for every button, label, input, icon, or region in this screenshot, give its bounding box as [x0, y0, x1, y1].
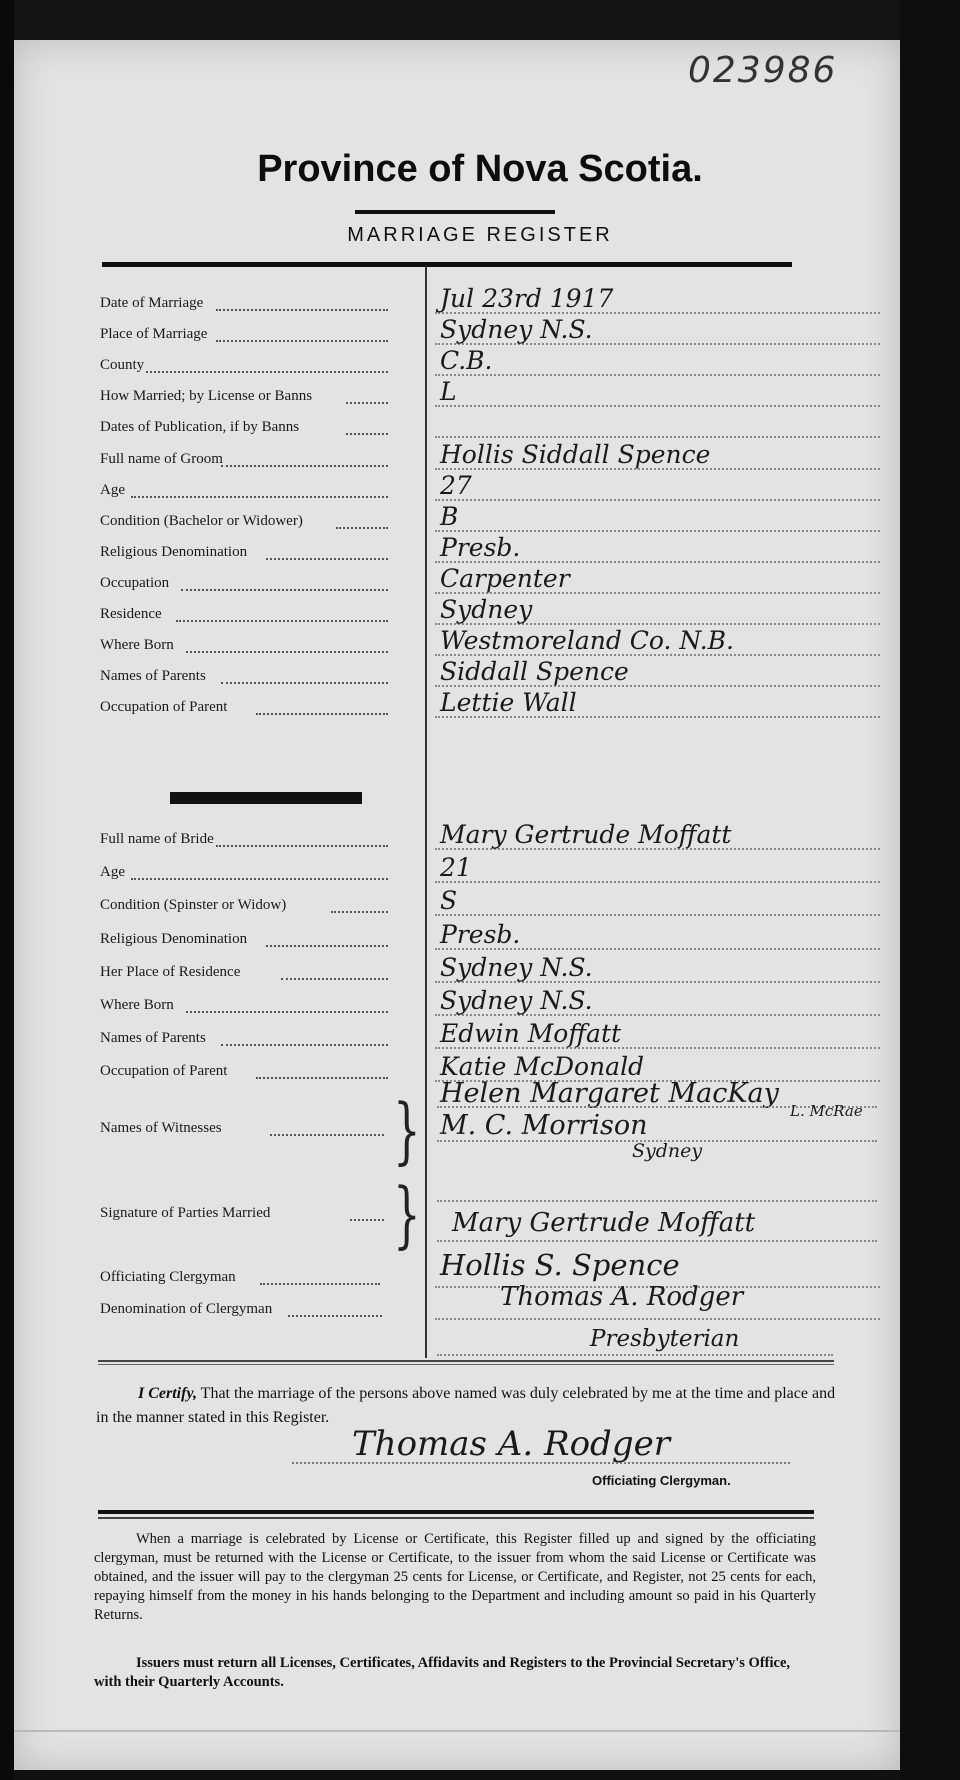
dotted-leader — [216, 845, 388, 847]
field-label: Religious Denomination — [100, 543, 248, 560]
dotted-leader — [131, 878, 388, 880]
dotted-leader — [146, 371, 388, 373]
groom-signature: Hollis S. Spence — [440, 1248, 680, 1282]
witnesses-label: Names of Witnesses — [100, 1120, 222, 1136]
dotted-leader — [216, 340, 388, 342]
field-label: Where Born — [100, 997, 174, 1013]
field-value: Jul 23rd 1917 — [440, 284, 614, 313]
signatures-label: Signature of Parties Married — [100, 1205, 271, 1221]
document-title: Province of Nova Scotia. — [257, 148, 703, 190]
field-row — [100, 470, 880, 507]
dotted-leader — [216, 309, 388, 311]
dotted-leader — [131, 496, 388, 498]
field-label: Full name of Groom — [100, 450, 223, 467]
clergy-denomination-row — [100, 1296, 880, 1326]
clergy-denomination-label: Denomination of Clergyman — [100, 1301, 273, 1317]
field-label: Occupation — [100, 574, 170, 591]
dotted-leader — [260, 1283, 380, 1285]
field-value: Sydney N.S. — [440, 315, 593, 345]
notice-bold-paragraph: Issuers must return all Licenses, Certificates, Affidavits and Registers to the Provincial Secretary's Office, with their Quarterly Accounts. — [94, 1655, 791, 1690]
certificate-text: That the marriage of the persons above named was duly celebrated by me at the time and place and in the manner stated in this Register. — [96, 1385, 836, 1426]
field-value: Presb. — [440, 532, 521, 562]
field-label: Occupation of Parent — [100, 1063, 228, 1080]
field-row — [100, 886, 880, 922]
field-label: Condition (Spinster or Widow) — [100, 897, 287, 914]
field-label: Residence — [100, 606, 162, 622]
dotted-leader — [346, 433, 388, 435]
certificate-statement — [96, 1382, 836, 1430]
field-value: Sydney N.S. — [440, 986, 593, 1015]
certificate-rule — [98, 1360, 834, 1362]
certificate-role: Officiating Clergyman. — [592, 1473, 731, 1488]
field-label: Condition (Bachelor or Widower) — [100, 512, 303, 529]
field-value: Carpenter — [440, 563, 570, 593]
value-line — [435, 374, 880, 376]
dotted-leader — [256, 1077, 388, 1079]
dotted-leader — [346, 402, 388, 404]
field-label: Full name of Bride — [100, 831, 214, 847]
document-subtitle: MARRIAGE REGISTER — [347, 224, 613, 246]
field-row — [100, 346, 880, 382]
certificate-lead: I Certify, — [138, 1385, 197, 1402]
field-value: Siddall Spence — [440, 657, 629, 687]
field-value: Edwin Moffatt — [440, 1019, 622, 1049]
field-value: B — [440, 501, 459, 531]
dotted-leader — [281, 978, 388, 980]
certificate-rule-inner — [98, 1364, 834, 1365]
dotted-leader — [221, 465, 388, 467]
denomination-extra-line — [437, 1354, 833, 1356]
field-value: 21 — [440, 853, 472, 883]
field-row — [100, 688, 880, 724]
dotted-leader — [221, 682, 388, 684]
field-row — [100, 853, 880, 889]
field-row — [100, 377, 880, 413]
field-value: Katie McDonald — [440, 1052, 645, 1082]
field-label: County — [100, 357, 145, 374]
field-value: C.B. — [440, 346, 493, 376]
field-row — [100, 952, 880, 989]
dotted-leader — [256, 713, 388, 715]
paper-bottom-edge — [14, 1730, 900, 1732]
dotted-leader — [336, 527, 388, 529]
field-row — [100, 1019, 880, 1055]
dotted-leader — [186, 651, 388, 653]
notice-paragraph: When a marriage is celebrated by License or Certificate, this Register filled up and signed by the officiating clergyman, must be returned with the License or Certificate, to the issuer from whom the said License or Certificate was obtained, and the issuer will pay to the clergyman 25 cents for License, or Certificate, and Register, not 25 cents for each, repaying himself from the money in his hands belonging to the Department and including amount so paid in his Quarterly Returns. — [94, 1531, 816, 1623]
field-row — [100, 919, 880, 956]
field-value: Sydney — [440, 595, 533, 624]
witness-note: L. McRae — [790, 1102, 863, 1120]
field-value: 27 — [440, 470, 472, 500]
field-value: Lettie Wall — [440, 688, 577, 718]
registration-number: 023986 — [688, 50, 838, 91]
scan-border-left — [0, 0, 14, 1780]
dotted-leader — [266, 945, 388, 947]
field-value: Mary Gertrude Moffatt — [440, 820, 732, 849]
dotted-leader — [266, 558, 388, 560]
field-label: Date of Marriage — [100, 295, 204, 311]
field-row — [100, 820, 880, 856]
field-row — [100, 439, 880, 476]
value-line — [435, 530, 880, 532]
value-line — [435, 914, 880, 916]
witness-two: M. C. Morrison — [440, 1110, 648, 1141]
dotted-leader — [288, 1315, 382, 1317]
field-label: Age — [100, 481, 125, 498]
field-label: Occupation of Parent — [100, 699, 228, 716]
certificate-signature: Thomas A. Rodger — [352, 1424, 670, 1464]
field-label: Names of Parents — [100, 1030, 206, 1047]
field-label: Her Place of Residence — [100, 963, 241, 980]
clergy-denomination-value: Presbyterian — [590, 1326, 740, 1352]
witnesses-brace: } — [393, 1088, 421, 1172]
value-line — [435, 881, 880, 883]
bride-signature: Mary Gertrude Moffatt — [452, 1208, 756, 1238]
field-label: Where Born — [100, 637, 174, 654]
header-rule — [102, 262, 792, 267]
dotted-leader — [331, 911, 388, 913]
dotted-leader — [270, 1134, 384, 1136]
field-value: S — [440, 886, 458, 916]
section-separator-bar — [170, 792, 362, 804]
field-label: Dates of Publication, if by Banns — [100, 419, 300, 436]
officiating-clergyman-label: Officiating Clergyman — [100, 1269, 236, 1285]
signatures-brace: } — [393, 1172, 421, 1256]
signature-line-two — [437, 1240, 877, 1242]
field-value: Sydney N.S. — [440, 952, 593, 982]
notice-rule-inner — [98, 1517, 814, 1519]
witness-one: Helen Margaret MacKay — [440, 1078, 779, 1109]
dotted-leader — [350, 1219, 384, 1221]
scan-border-right — [900, 0, 960, 1780]
dotted-leader — [176, 620, 388, 622]
field-value: Westmoreland Co. N.B. — [440, 626, 734, 656]
value-line — [435, 405, 880, 407]
field-label: Religious Denomination — [100, 930, 248, 947]
field-label: How Married; by License or Banns — [100, 388, 313, 405]
field-value: Presb. — [440, 919, 521, 949]
value-line — [435, 499, 880, 501]
field-label: Place of Marriage — [100, 326, 208, 343]
field-label: Names of Parents — [100, 668, 206, 685]
value-line — [435, 1318, 880, 1320]
field-value: Hollis Siddall Spence — [440, 439, 711, 469]
notice-rule — [98, 1510, 814, 1514]
dotted-leader — [221, 1044, 388, 1046]
dotted-leader — [181, 589, 388, 591]
scan-border-top — [0, 0, 960, 40]
field-row — [100, 986, 880, 1022]
value-line — [435, 436, 880, 438]
signature-line-one — [437, 1200, 877, 1202]
dotted-leader — [186, 1011, 388, 1013]
field-value: L — [440, 377, 457, 407]
certificate-signature-line — [292, 1462, 790, 1464]
officiating-clergyman-signature: Thomas A. Rodger — [500, 1282, 744, 1312]
title-underline — [355, 210, 555, 214]
field-label: Age — [100, 864, 125, 881]
witness-residence: Sydney — [632, 1140, 703, 1162]
